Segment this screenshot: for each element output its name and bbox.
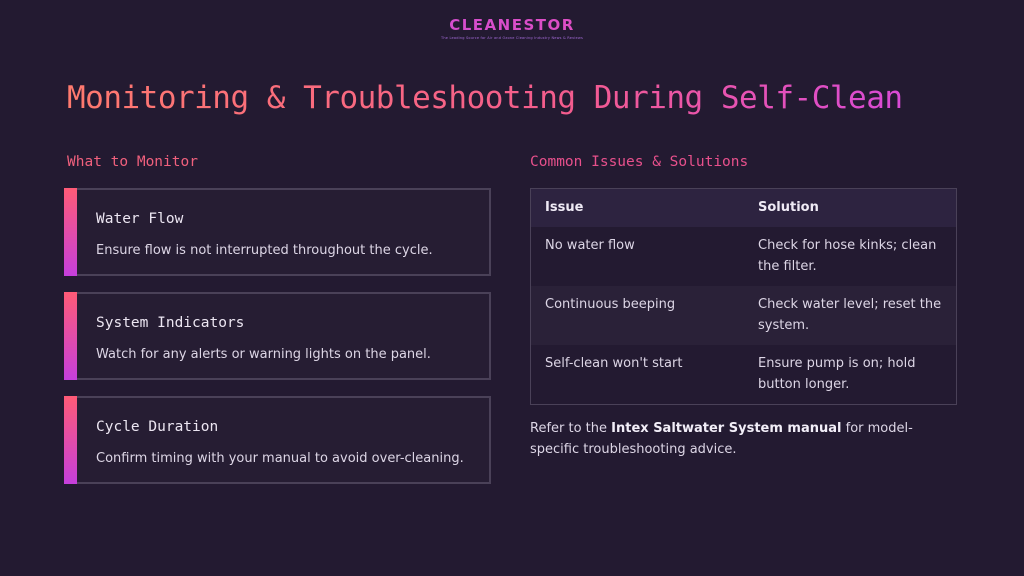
issue-cell: No water flow — [545, 238, 635, 253]
card-accent-bar — [64, 396, 77, 484]
card-text: Ensure flow is not interrupted throughout the cycle. — [96, 243, 433, 258]
table-row — [531, 286, 956, 345]
table-header-row — [531, 189, 956, 227]
manual-name: Intex Saltwater System manual — [611, 421, 842, 436]
table-row — [531, 227, 956, 286]
brand-tagline: The Leading Source for Air and Ozone Cleaning Industry News & Reviews — [441, 36, 583, 40]
issues-table — [530, 188, 957, 405]
issues-heading: Common Issues & Solutions — [530, 154, 749, 170]
column-header-solution: Solution — [758, 200, 819, 215]
brand-logo — [0, 16, 1024, 40]
card-text: Confirm timing with your manual to avoid over-cleaning. — [96, 451, 464, 466]
monitor-card-system-indicators — [64, 292, 491, 380]
card-accent-bar — [64, 292, 77, 380]
card-accent-bar — [64, 188, 77, 276]
card-text: Watch for any alerts or warning lights on the panel. — [96, 347, 431, 362]
monitor-card-cycle-duration — [64, 396, 491, 484]
monitor-card-water-flow — [64, 188, 491, 276]
page-title: Monitoring & Troubleshooting During Self-Clean — [67, 80, 903, 116]
table-row — [531, 345, 956, 404]
brand-name: CLEANESTOR — [0, 16, 1024, 34]
issue-cell: Self-clean won't start — [545, 356, 683, 371]
solution-cell: Check for hose kinks; clean the filter. — [758, 238, 937, 274]
manual-reference-note — [530, 418, 960, 460]
column-header-issue: Issue — [545, 200, 584, 215]
card-title: System Indicators — [96, 315, 245, 331]
solution-cell: Check water level; reset the system. — [758, 297, 942, 333]
issue-cell: Continuous beeping — [545, 297, 676, 312]
card-title: Cycle Duration — [96, 419, 219, 435]
note-suffix: for model-specific troubleshooting advice. — [530, 421, 913, 457]
solution-cell: Ensure pump is on; hold button longer. — [758, 356, 916, 392]
note-prefix: Refer to the — [530, 421, 612, 436]
card-title: Water Flow — [96, 211, 184, 227]
monitor-heading: What to Monitor — [67, 154, 198, 170]
